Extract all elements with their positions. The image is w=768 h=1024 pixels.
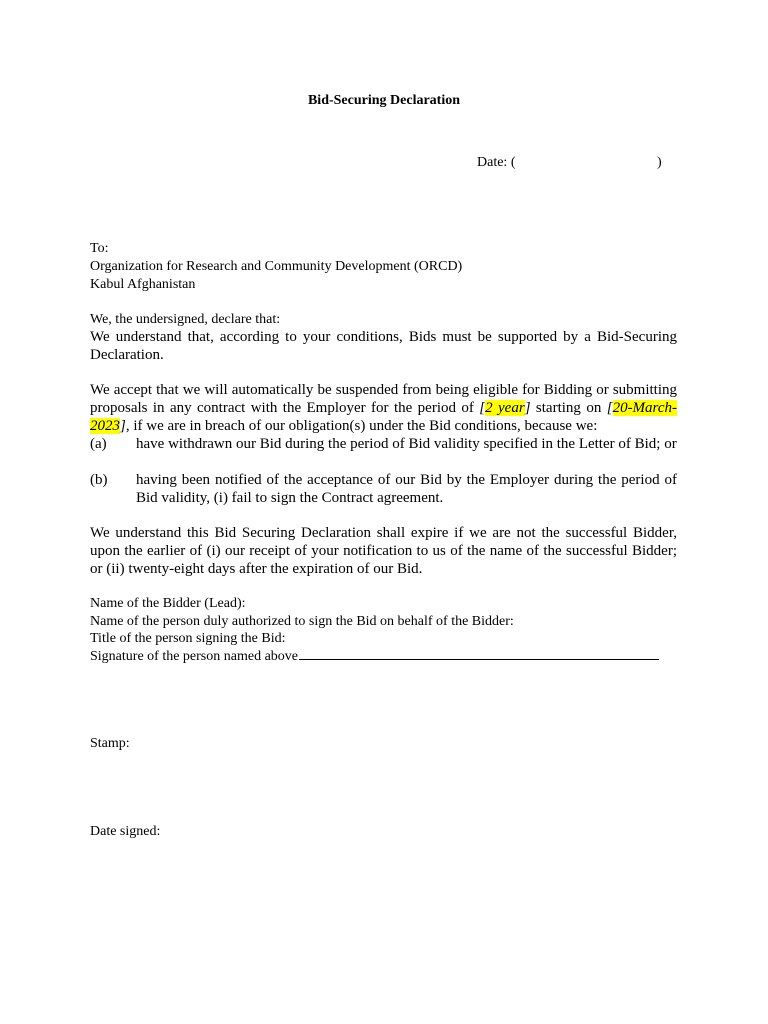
condition-b-marker: (b) [90,472,108,488]
bracket-open-period: [ [479,400,486,416]
highlight-start-date: 20-March-2023 [90,400,677,434]
signature-line [299,658,659,660]
date-label: Date: ( [477,155,516,170]
stamp-label: Stamp: [90,736,130,751]
field-signature [90,648,659,666]
paragraph-expiry: We understand this Bid Securing Declaration shall expire if we are not the successful Bidder, upon the earlier of (i) our receipt of your notification to us of the name of the successful Bidder; or (ii) twenty-eight days after the expiration of our Bid. [90,525,677,577]
field-signer-title: Title of the person signing the Bid: [90,631,286,646]
bracket-close-period: ] [524,400,531,416]
condition-a-marker: (a) [90,436,107,452]
bracket-open-date: [ [606,400,613,416]
condition-b-text: having been notified of the acceptance of our Bid by the Employer during the period of Bid validity, (i) fail to sign the Contract agreement. [136,472,677,506]
document-title: Bid-Securing Declaration [307,93,461,108]
paragraph-bid-support: We understand that, according to your conditions, Bids must be supported by a Bid-Securing Declaration. [90,329,677,363]
paragraph-suspension [90,381,677,435]
highlight-period: 2 year [485,400,525,416]
bracket-close-date: ] [120,418,126,434]
addressee-location: Kabul Afghanistan [90,277,196,292]
suspension-text-1: We accept that we will automatically be suspended from being eligible for Bidding or submitting proposals in any contract with the Employer for the period of [90,382,677,416]
signature-label: Signature of the person named above [90,649,298,664]
field-authorized-person: Name of the person duly authorized to sign the Bid on behalf of the Bidder: [90,614,514,629]
condition-a [90,435,677,453]
addressee-to: To: [90,241,109,256]
suspension-text-2: starting on [530,400,607,416]
date-signed-label: Date signed: [90,824,161,839]
declare-intro: We, the undersigned, declare that: [90,312,281,327]
addressee-organization: Organization for Research and Community Development (ORCD) [90,259,463,274]
field-bidder-name: Name of the Bidder (Lead): [90,596,246,611]
suspension-text-3: , if we are in breach of our obligation(s) under the Bid conditions, because we: [125,418,598,434]
condition-a-text: have withdrawn our Bid during the period of Bid validity specified in the Letter of Bid; or [136,436,677,452]
condition-b [90,471,677,507]
date-close-paren: ) [657,155,662,170]
